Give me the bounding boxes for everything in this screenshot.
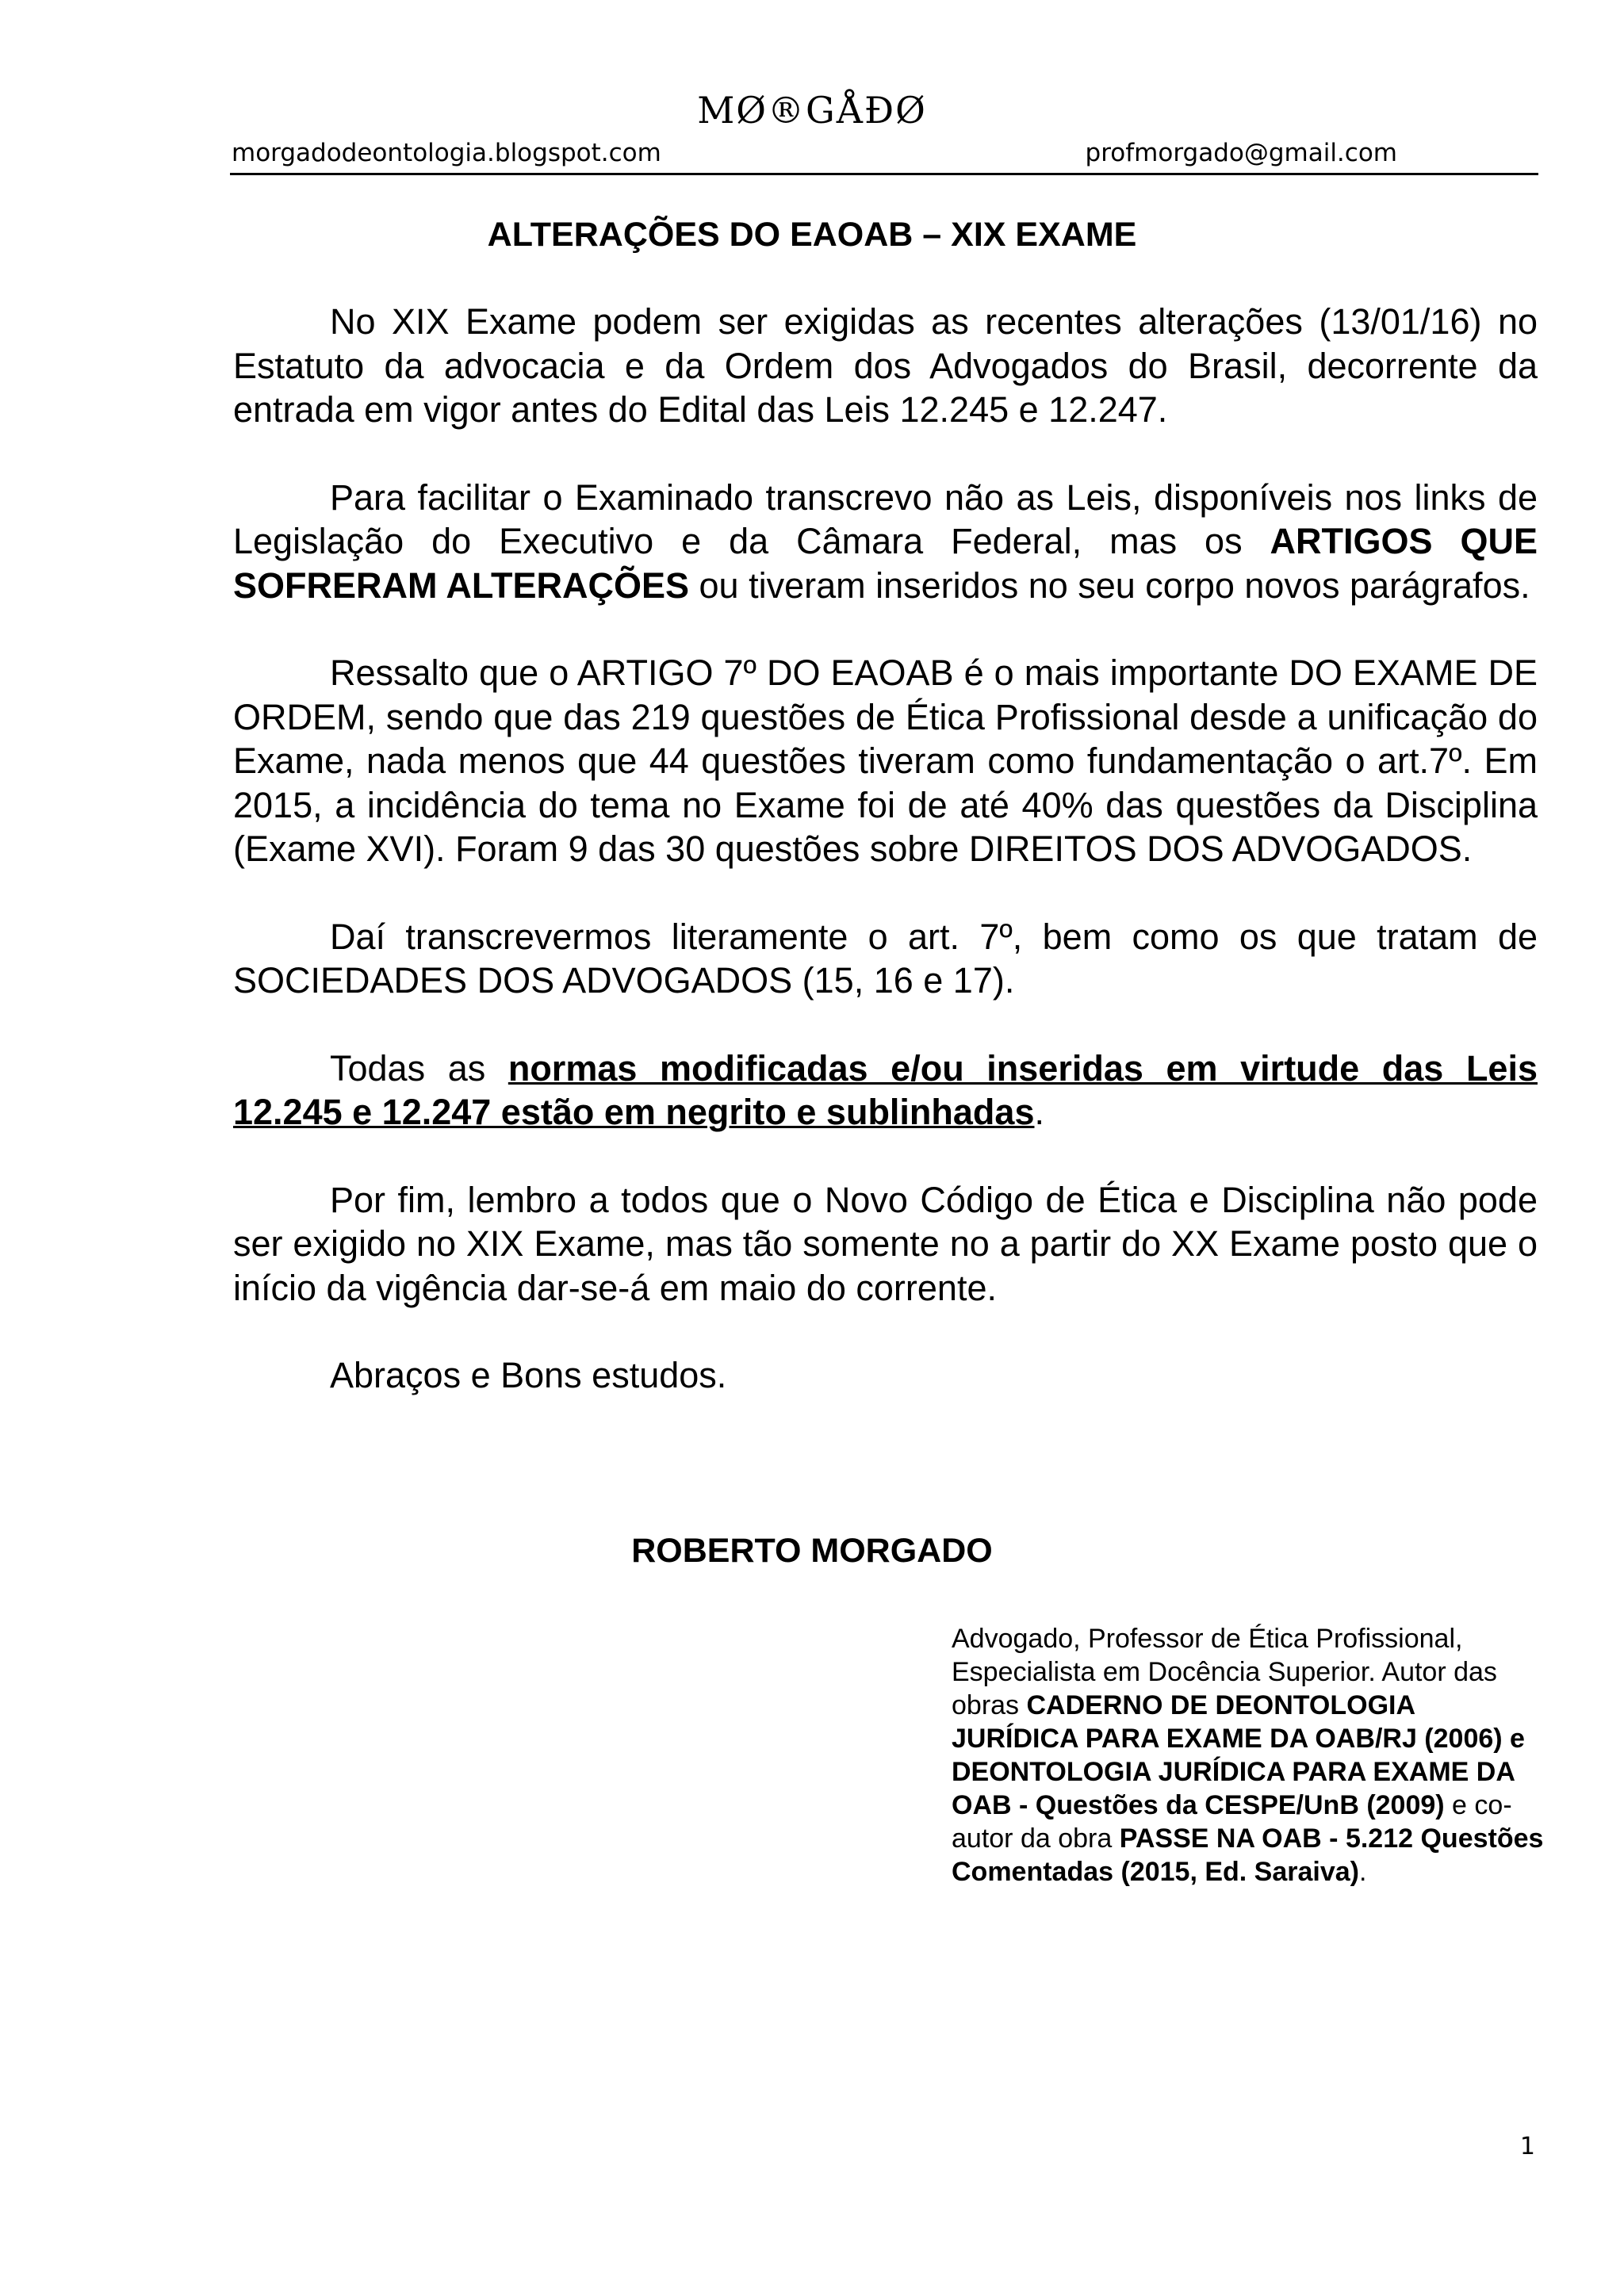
author-bio <box>952 1622 1546 1888</box>
paragraph-6: Por fim, lembro a todos que o Novo Código de Ética e Disciplina não pode ser exigido no XIX Exame, mas tão somente no a partir do XX Exame posto que o início da vigência dar-se-á em maio do corrente. <box>233 1179 1538 1308</box>
page-number: 1 <box>1519 2133 1535 2160</box>
bio-text-2: e co-autor da obra <box>952 1790 1512 1854</box>
document-title: ALTERAÇÕES DO EAOAB – XIX EXAME <box>487 216 1137 254</box>
document-body <box>233 300 1538 1433</box>
paragraph-1: No XIX Exame podem ser exigidas as recentes alterações (13/01/16) no Estatuto da advocacia e da Ordem dos Advogados do Brasil, decorrente da entrada em vigor antes do Edital das Leis 12.245 e 12.247. <box>233 301 1538 430</box>
paragraph-2-text-b: ou tiveram inseridos no seu corpo novos parágrafos. <box>689 564 1530 606</box>
paragraph-2-bold: ARTIGOS QUE SOFRERAM ALTERAÇÕES <box>233 521 1538 606</box>
paragraph-7: Abraços e Bons estudos. <box>330 1355 727 1395</box>
blog-url: morgadodeontologia.blogspot.com <box>232 139 661 167</box>
paragraph-5-bold-underlined: normas modificadas e/ou inseridas em virtude das Leis 12.245 e 12.247 estão em negrito e sublinhadas <box>233 1047 1538 1132</box>
bio-bold-2: PASSE NA OAB - 5.212 Questões Comentadas (2015, Ed. Saraiva) <box>952 1823 1544 1887</box>
paragraph-4: Daí transcrevermos literamente o art. 7º, bem como os que tratam de SOCIEDADES DOS ADVOGADOS (15, 16 e 17). <box>233 916 1538 1001</box>
contact-email: profmorgado@gmail.com <box>1085 139 1397 167</box>
paragraph-2 <box>233 476 1538 608</box>
bio-text-1: Advogado, Professor de Ética Profissional, Especialista em Docência Superior. Autor das obras <box>952 1624 1497 1720</box>
bio-text-3: . <box>1359 1857 1367 1887</box>
paragraph-5-text-b: . <box>1034 1092 1044 1132</box>
paragraph-3: Ressalto que o ARTIGO 7º DO EAOAB é o mais importante DO EXAME DE ORDEM, sendo que das 219 questões de Ética Profissional desde a unificação do Exame, nada menos que 44 questões tiveram como fundamentação o art.7º. Em 2015, a incidência do tema no Exame foi de até 40% das questões da Disciplina (Exame XVI). Foram 9 das 30 questões sobre DIREITOS DOS ADVOGADOS. <box>233 652 1538 869</box>
morgado-logo: MØ®GÅÐØ <box>697 89 927 132</box>
paragraph-5-text-a: Todas as <box>330 1047 508 1089</box>
author-signature: ROBERTO MORGADO <box>631 1532 993 1570</box>
paragraph-2-text-a: Para facilitar o Examinado transcrevo não as Leis, disponíveis nos links de Legislação do Executivo e da Câmara Federal, mas os <box>233 476 1538 561</box>
bio-bold-1: CADERNO DE DEONTOLOGIA JURÍDICA PARA EXAME DA OAB/RJ (2006) e DEONTOLOGIA JURÍDICA PARA EXAME DA OAB - Questões da CESPE/UnB (2009) <box>952 1690 1525 1820</box>
header-divider <box>230 173 1538 175</box>
paragraph-5 <box>233 1047 1538 1135</box>
